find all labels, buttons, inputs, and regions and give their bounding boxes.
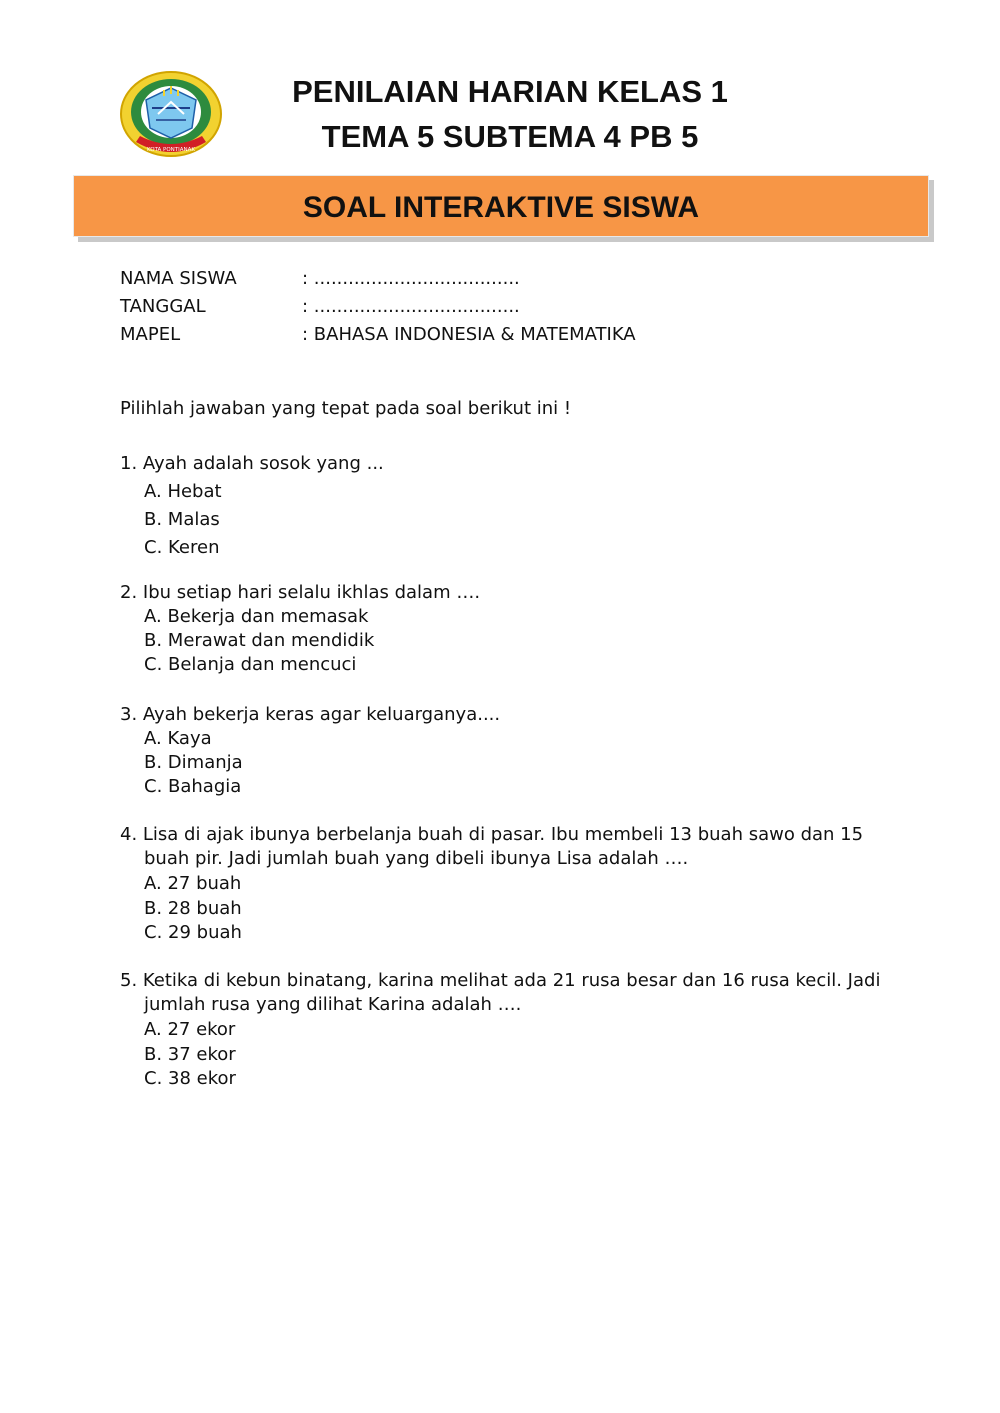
question-2-option-a[interactable]: A. Bekerja dan memasak: [144, 606, 369, 627]
question-4-option-a[interactable]: A. 27 buah: [144, 873, 242, 894]
question-1-option-a[interactable]: A. Hebat: [144, 481, 222, 502]
banner-title: SOAL INTERAKTIVE SISWA: [302, 191, 700, 224]
question-3-text: 3. Ayah bekerja keras agar keluarganya....: [120, 704, 501, 725]
page-title-line1: PENILAIAN HARIAN KELAS 1: [292, 74, 728, 109]
info-label-tanggal: TANGGAL: [120, 296, 206, 317]
question-1-text: 1. Ayah adalah sosok yang ...: [120, 453, 384, 474]
question-2-text: 2. Ibu setiap hari selalu ikhlas dalam ….: [120, 582, 481, 603]
info-label-nama: NAMA SISWA: [120, 268, 237, 289]
question-1-option-b[interactable]: B. Malas: [144, 509, 220, 530]
question-4-option-c[interactable]: C. 29 buah: [144, 922, 242, 943]
kota-pontianak-emblem: [118, 70, 224, 162]
info-value-tanggal[interactable]: : ....................................: [302, 296, 520, 317]
question-2-option-b[interactable]: B. Merawat dan mendidik: [144, 630, 375, 651]
info-value-nama[interactable]: : ....................................: [302, 268, 520, 289]
logo-text: KOTA PONTIANAK: [146, 147, 196, 153]
question-4-text-cont: buah pir. Jadi jumlah buah yang dibeli ibunya Lisa adalah ….: [144, 848, 689, 869]
page-title-line2: TEMA 5 SUBTEMA 4 PB 5: [321, 119, 699, 154]
question-1-option-c[interactable]: C. Keren: [144, 537, 220, 558]
question-4-text: 4. Lisa di ajak ibunya berbelanja buah di pasar. Ibu membeli 13 buah sawo dan 15: [120, 824, 864, 845]
question-5-text-cont: jumlah rusa yang dilihat Karina adalah ….: [144, 994, 522, 1015]
section-banner: [73, 175, 929, 237]
question-3-option-a[interactable]: A. Kaya: [144, 728, 212, 749]
instruction-text: Pilihlah jawaban yang tepat pada soal berikut ini !: [120, 398, 572, 419]
question-2-option-c[interactable]: C. Belanja dan mencuci: [144, 654, 357, 675]
question-5-option-a[interactable]: A. 27 ekor: [144, 1019, 236, 1040]
question-3-option-c[interactable]: C. Bahagia: [144, 776, 242, 797]
info-label-mapel: MAPEL: [120, 324, 181, 345]
info-value-mapel: : BAHASA INDONESIA & MATEMATIKA: [302, 324, 636, 345]
question-5-option-b[interactable]: B. 37 ekor: [144, 1044, 236, 1065]
question-4-option-b[interactable]: B. 28 buah: [144, 898, 242, 919]
question-5-option-c[interactable]: C. 38 ekor: [144, 1068, 236, 1089]
question-5-text: 5. Ketika di kebun binatang, karina melihat ada 21 rusa besar dan 16 rusa kecil. Jadi: [120, 970, 881, 991]
question-3-option-b[interactable]: B. Dimanja: [144, 752, 243, 773]
